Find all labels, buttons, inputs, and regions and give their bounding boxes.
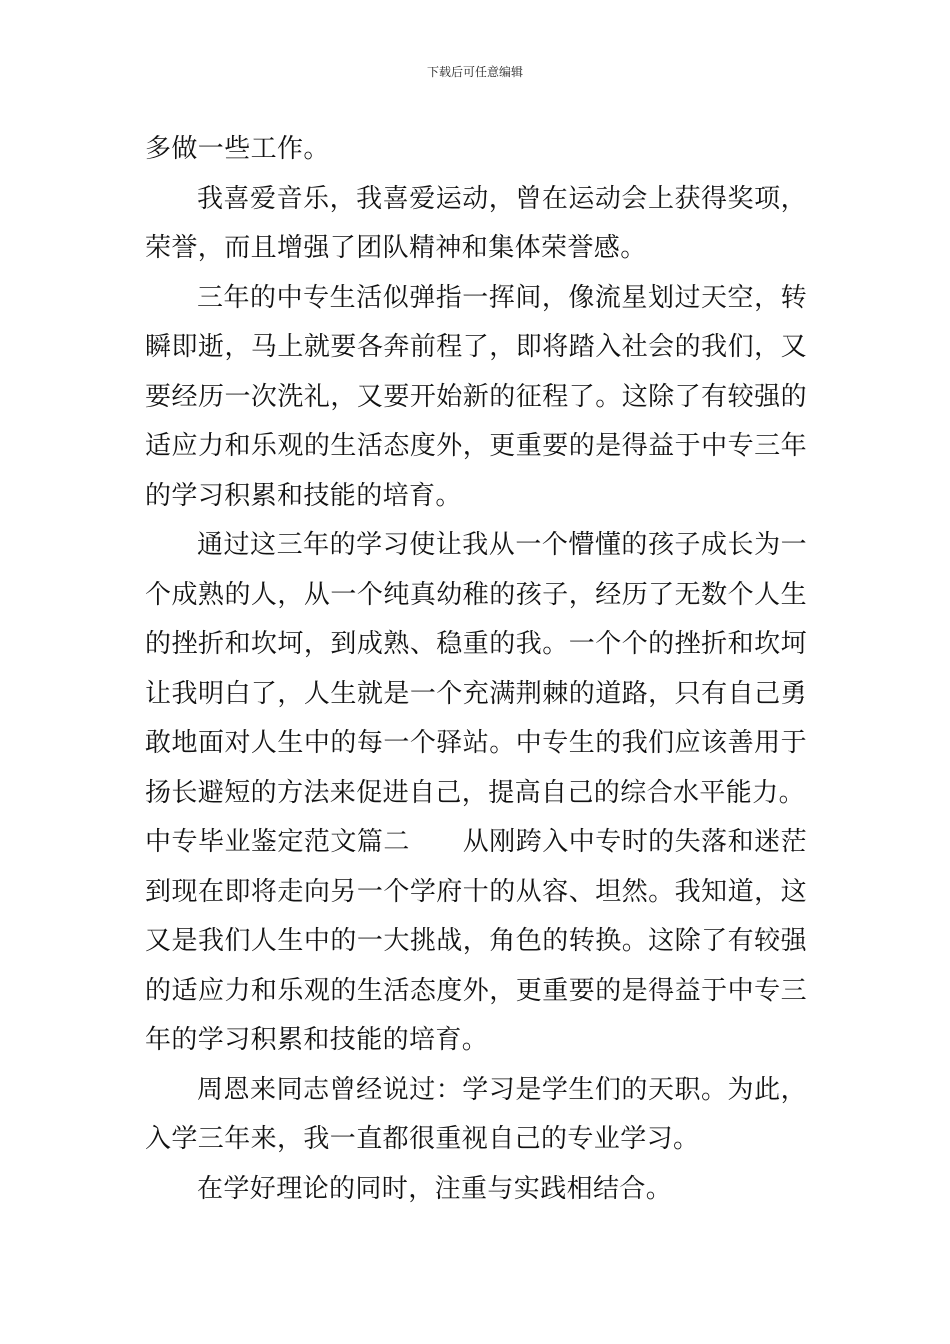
paragraph-7: 在学好理论的同时，注重与实践相结合。: [197, 1173, 673, 1204]
section-paragraph: [145, 818, 807, 1066]
section-text: 从刚跨入中专时的失落和迷茫到现在即将走向另一个学府十的从容、坦然。我知道，这又是我们人生中的一大挑战，角色的转换。这除了有较强的适应力和乐观的生活态度外，更重要的是得益于中专三年的学习积累和技能的培育。: [145, 827, 807, 1055]
section-title: 中专毕业鉴定范文篇二: [145, 827, 410, 857]
page-header: 下载后可任意编辑: [426, 65, 523, 79]
paragraph-6: 周恩来同志曾经说过：学习是学生们的天职。为此，入学三年来，我一直都很重视自己的专业学习。: [145, 1074, 807, 1154]
document-body: [145, 125, 807, 1214]
section-gap: [410, 827, 463, 857]
paragraph-2: 我喜爱音乐，我喜爱运动，曾在运动会上获得奖项，荣誉，而且增强了团队精神和集体荣誉感。: [145, 183, 807, 263]
paragraph-3: 三年的中专生活似弹指一挥间，像流星划过天空，转瞬即逝，马上就要各奔前程了，即将踏入社会的我们，又要经历一次洗礼，又要开始新的征程了。这除了有较强的适应力和乐观的生活态度外，更重要的是得益于中专三年的学习积累和技能的培育。: [145, 282, 807, 511]
paragraph-1: 多做一些工作。: [145, 134, 330, 164]
paragraph-4: 通过这三年的学习使让我从一个懵懂的孩子成长为一个成熟的人，从一个纯真幼稚的孩子，经历了无数个人生的挫折和坎坷，到成熟、稳重的我。一个个的挫折和坎坷让我明白了，人生就是一个充满荆棘的道路，只有自己勇敢地面对人生中的每一个驿站。中专生的我们应该善用于扬长避短的方法来促进自己，提高自己的综合水平能力。: [145, 530, 807, 808]
